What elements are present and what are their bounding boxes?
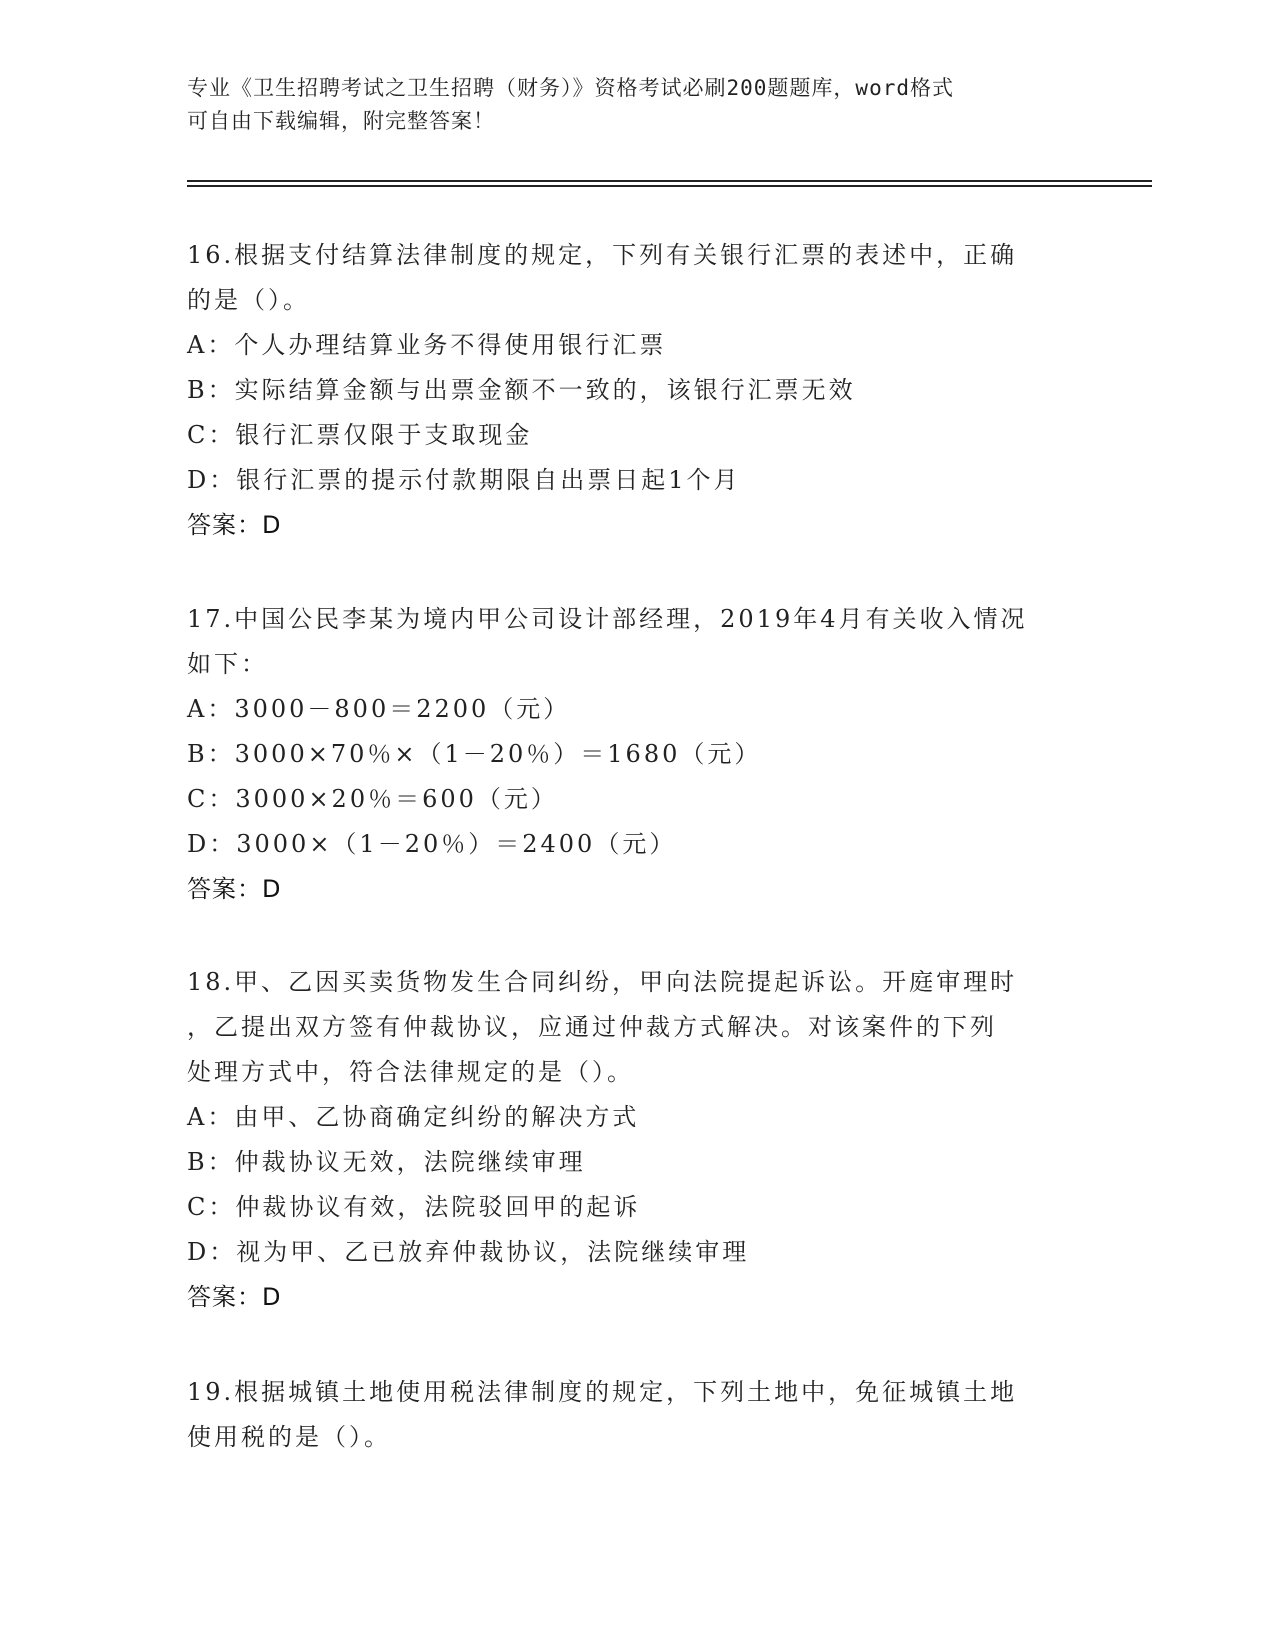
header-line-1: 专业《卫生招聘考试之卫生招聘（财务）》资格考试必刷200题题库，word格式 [187, 76, 954, 100]
option-c: C：3000×20％＝600（元） [187, 785, 558, 813]
question-stem-line: 18.甲、乙因买卖货物发生合同纠纷，甲向法院提起诉讼。开庭审理时 [187, 968, 1018, 996]
question-stem-line: 的是（）。 [187, 286, 310, 314]
question-16 [187, 233, 1087, 548]
answer: 答案：D [187, 511, 282, 539]
option-c: C：银行汇票仅限于支取现金 [187, 421, 533, 449]
option-d: D：3000×（1－20％）＝2400（元） [187, 830, 677, 858]
option-b: B：3000×70％×（1－20％）＝1680（元） [187, 740, 762, 768]
option-b: B：实际结算金额与出票金额不一致的，该银行汇票无效 [187, 376, 856, 404]
question-stem-line: 17.中国公民李某为境内甲公司设计部经理，2019年4月有关收入情况 [187, 605, 1028, 633]
option-b: B：仲裁协议无效，法院继续审理 [187, 1148, 586, 1176]
header-line-2: 可自由下载编辑，附完整答案！ [187, 109, 495, 133]
question-stem-line: 处理方式中，符合法律规定的是（）。 [187, 1058, 634, 1086]
option-d: D：银行汇票的提示付款期限自出票日起1个月 [187, 466, 741, 494]
option-a: A：个人办理结算业务不得使用银行汇票 [187, 331, 667, 359]
question-stem-line: 19.根据城镇土地使用税法律制度的规定，下列土地中，免征城镇土地 [187, 1378, 1018, 1406]
option-d: D：视为甲、乙已放弃仲裁协议，法院继续审理 [187, 1238, 750, 1266]
question-stem-line: 使用税的是（）。 [187, 1423, 391, 1451]
question-17 [187, 597, 1087, 912]
question-19 [187, 1370, 1087, 1460]
question-stem-line: 16.根据支付结算法律制度的规定，下列有关银行汇票的表述中，正确 [187, 241, 1018, 269]
document-header [187, 72, 1067, 138]
option-a: A：3000－800＝2200（元） [187, 695, 571, 723]
answer: 答案：D [187, 1283, 282, 1311]
answer: 答案：D [187, 875, 282, 903]
question-stem-line: ，乙提出双方签有仲裁协议，应通过仲裁方式解决。对该案件的下列 [187, 1013, 997, 1041]
question-stem-line: 如下： [187, 650, 268, 678]
header-divider-bottom [187, 185, 1152, 187]
option-c: C：仲裁协议有效，法院驳回甲的起诉 [187, 1193, 641, 1221]
header-divider-top [187, 180, 1152, 182]
option-a: A：由甲、乙协商确定纠纷的解决方式 [187, 1103, 640, 1131]
question-18 [187, 960, 1087, 1320]
